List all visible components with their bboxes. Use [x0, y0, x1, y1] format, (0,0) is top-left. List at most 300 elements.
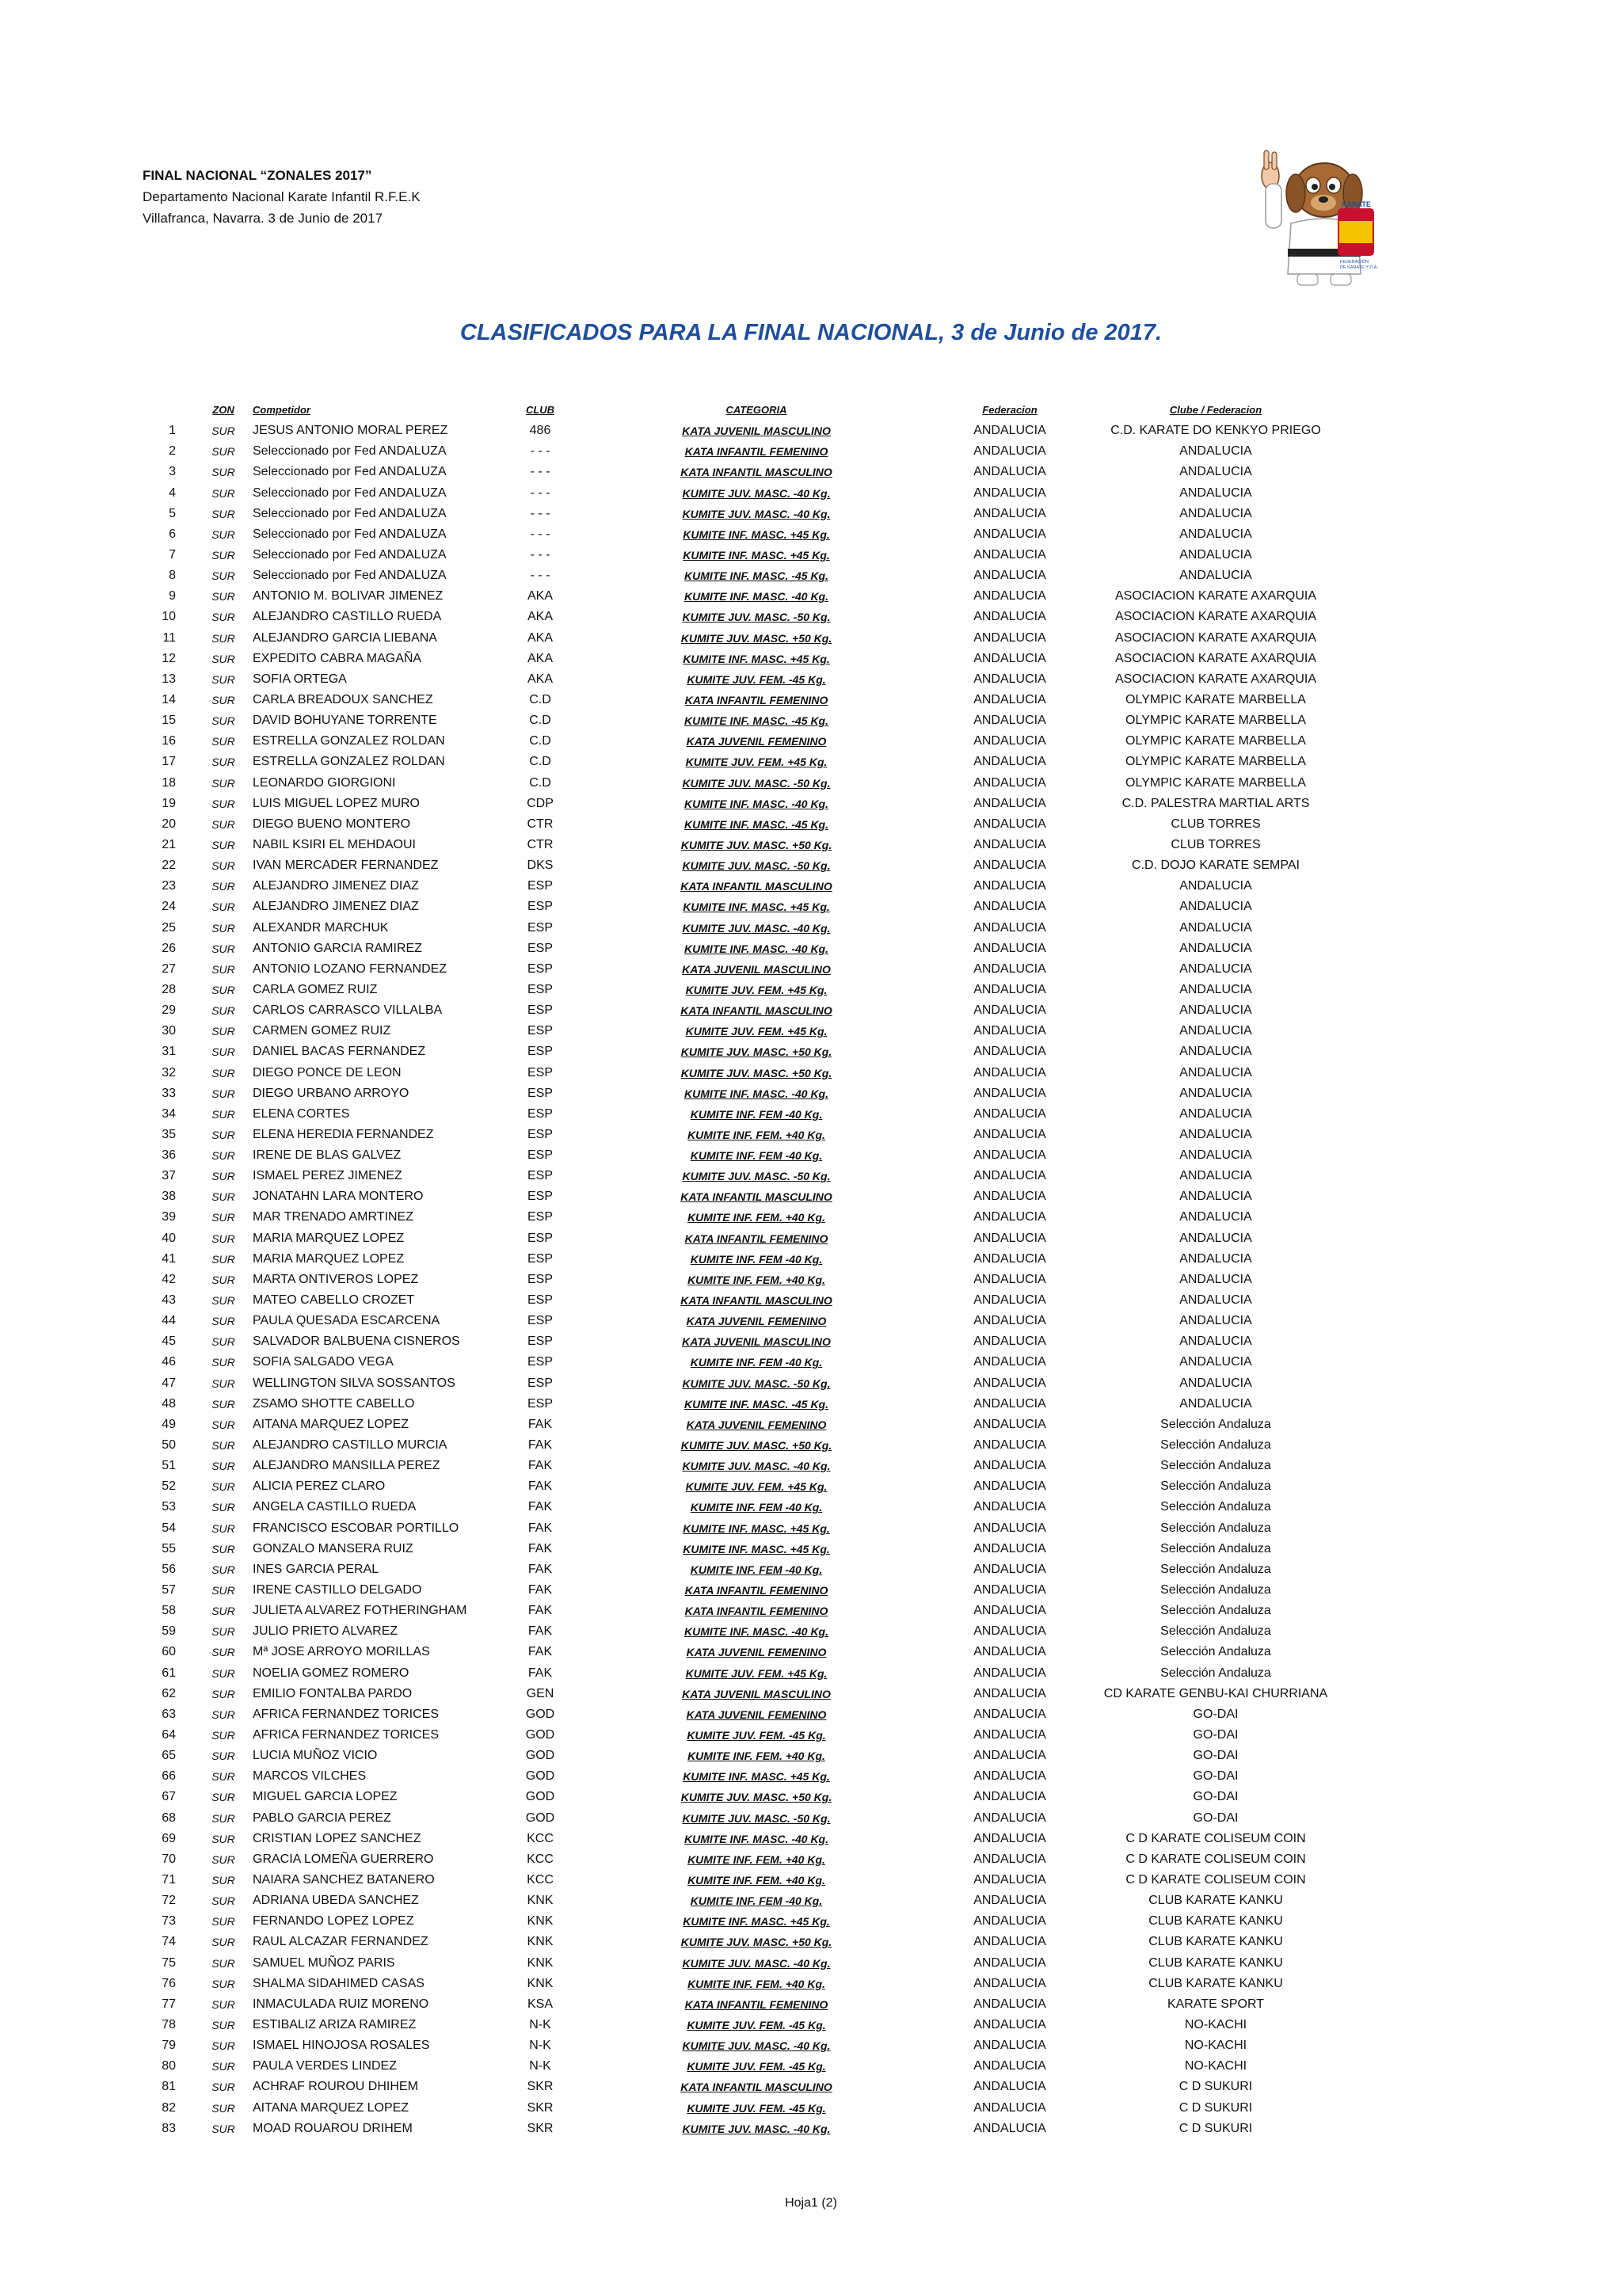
competitor-name: RAUL ALCAZAR FERNANDEZ — [253, 1935, 428, 1949]
club-federation: GO-DAI — [1193, 1811, 1239, 1825]
table-row — [143, 1559, 1362, 1580]
table-row — [143, 1870, 1362, 1890]
column-header-club: CLUB — [525, 404, 555, 416]
category: KUMITE INF. MASC. -45 Kg. — [683, 569, 828, 583]
table-row — [143, 876, 1362, 897]
club-federation: Selección Andaluza — [1160, 1500, 1271, 1514]
competitor-name: NAIARA SANCHEZ BATANERO — [253, 1872, 435, 1887]
table-row — [143, 1435, 1362, 1456]
club-code: CTR — [527, 837, 554, 851]
club-code: ESP — [527, 879, 553, 893]
table-row — [143, 1000, 1362, 1021]
zone: SUR — [211, 1190, 235, 1204]
federation: ANDALUCIA — [973, 1396, 1046, 1411]
competitor-name: Seleccionado por Fed ANDALUZA — [253, 465, 447, 479]
club-code: N-K — [529, 2017, 551, 2031]
row-number: 74 — [162, 1935, 176, 1949]
federation: ANDALUCIA — [973, 941, 1046, 955]
category: KATA JUVENIL FEMENINO — [686, 1418, 827, 1431]
club-federation: ANDALUCIA — [1179, 1293, 1252, 1308]
competitor-name: INES GARCIA PERAL — [253, 1562, 379, 1576]
club-federation: NO-KACHI — [1184, 2059, 1247, 2073]
federation: ANDALUCIA — [973, 755, 1046, 769]
table-row — [143, 1331, 1362, 1352]
table-row — [143, 1601, 1362, 1621]
zone: SUR — [211, 548, 235, 562]
table-row — [143, 2035, 1362, 2056]
table-row — [143, 628, 1362, 649]
table-row — [143, 1186, 1362, 1207]
category: KUMITE INF. FEM -40 Kg. — [690, 1356, 823, 1369]
zone: SUR — [211, 466, 235, 479]
row-number: 80 — [162, 2059, 176, 2073]
category: KUMITE INF. MASC. -45 Kg. — [683, 714, 828, 728]
zone: SUR — [211, 942, 235, 955]
club-code: KNK — [527, 1955, 554, 1970]
zone: SUR — [211, 1791, 235, 1804]
zone: SUR — [211, 1894, 235, 1908]
row-number: 46 — [162, 1355, 176, 1369]
table-row — [143, 1746, 1362, 1766]
club-code: - - - — [530, 547, 550, 562]
federation: ANDALUCIA — [973, 1293, 1046, 1308]
table-row — [143, 731, 1362, 752]
federation: ANDALUCIA — [973, 569, 1046, 583]
federation: ANDALUCIA — [973, 1190, 1046, 1204]
classified-table — [143, 400, 1362, 2139]
club-code: FAK — [527, 1604, 553, 1618]
club-code: GOD — [525, 1707, 555, 1721]
competitor-name: ANGELA CASTILLO RUEDA — [253, 1500, 417, 1514]
row-number: 36 — [162, 1148, 176, 1163]
zone: SUR — [211, 1335, 235, 1349]
competitor-name: Seleccionado por Fed ANDALUZA — [253, 547, 447, 562]
club-federation: ANDALUCIA — [1179, 982, 1252, 996]
club-code: ESP — [527, 1355, 553, 1369]
category: KUMITE JUV. MASC. -50 Kg. — [682, 776, 831, 790]
club-code: ESP — [527, 982, 553, 996]
federation: ANDALUCIA — [973, 1521, 1046, 1535]
federation: ANDALUCIA — [973, 1811, 1046, 1825]
federation: ANDALUCIA — [973, 2121, 1046, 2135]
club-code: ESP — [527, 1003, 553, 1018]
competitor-name: Seleccionado por Fed ANDALUZA — [253, 485, 447, 500]
club-federation: ANDALUCIA — [1179, 1003, 1252, 1018]
zone: SUR — [211, 2101, 235, 2115]
zone: SUR — [211, 1625, 235, 1639]
table-row — [143, 1145, 1362, 1166]
row-number: 47 — [162, 1376, 176, 1390]
category: KUMITE INF. FEM -40 Kg. — [690, 1501, 823, 1514]
competitor-name: ALEJANDRO JIMENEZ DIAZ — [253, 900, 419, 914]
club-code: ESP — [527, 920, 553, 935]
table-row — [143, 1497, 1362, 1517]
table-row — [143, 649, 1362, 669]
competitor-name: ANTONIO GARCIA RAMIREZ — [253, 941, 422, 955]
zone: SUR — [211, 1025, 235, 1038]
row-number: 32 — [162, 1065, 176, 1079]
table-row — [143, 1580, 1362, 1601]
row-number: 83 — [162, 2121, 176, 2135]
federation: ANDALUCIA — [973, 837, 1046, 851]
table-row — [143, 1621, 1362, 1642]
club-federation: ANDALUCIA — [1179, 465, 1252, 479]
club-code: - - - — [530, 444, 550, 459]
club-code: GOD — [525, 1749, 555, 1763]
federation: ANDALUCIA — [973, 1645, 1046, 1659]
category: KUMITE JUV. FEM. +45 Kg. — [685, 1025, 828, 1038]
federation: ANDALUCIA — [973, 714, 1046, 728]
category: KUMITE JUV. MASC. -50 Kg. — [682, 1376, 831, 1390]
club-code: CDP — [527, 796, 554, 810]
competitor-name: PABLO GARCIA PEREZ — [253, 1811, 391, 1825]
club-federation: GO-DAI — [1193, 1728, 1239, 1742]
competitor-name: IRENE DE BLAS GALVEZ — [253, 1148, 402, 1163]
category: KUMITE JUV. FEM. +45 Kg. — [685, 1666, 828, 1680]
competitor-name: ALEJANDRO CASTILLO RUEDA — [253, 610, 442, 624]
competitor-name: ESTRELLA GONZALEZ ROLDAN — [253, 755, 445, 769]
club-federation: ANDALUCIA — [1179, 1045, 1252, 1059]
club-code: FAK — [527, 1541, 553, 1555]
category: KUMITE JUV. MASC. -40 Kg. — [682, 1956, 831, 1970]
club-code: - - - — [530, 527, 550, 541]
table-row — [143, 2056, 1362, 2077]
competitor-name: Seleccionado por Fed ANDALUZA — [253, 506, 447, 520]
club-federation: ANDALUCIA — [1179, 1355, 1252, 1369]
row-number: 81 — [162, 2080, 176, 2094]
club-code: C.D — [529, 755, 551, 769]
row-number: 70 — [162, 1852, 176, 1866]
row-number: 53 — [162, 1500, 176, 1514]
zone: SUR — [211, 1439, 235, 1453]
table-row — [143, 1041, 1362, 1062]
federation: ANDALUCIA — [973, 1914, 1046, 1929]
table-row — [143, 1228, 1362, 1249]
category: KUMITE JUV. FEM. -45 Kg. — [687, 1729, 826, 1742]
zone: SUR — [211, 880, 235, 893]
table-row — [143, 1021, 1362, 1041]
category: KUMITE INF. FEM -40 Kg. — [690, 1149, 823, 1163]
club-federation: ANDALUCIA — [1179, 1065, 1252, 1079]
competitor-name: ALEJANDRO MANSILLA PEREZ — [253, 1459, 440, 1473]
zone: SUR — [211, 859, 235, 873]
table-row — [143, 1684, 1362, 1704]
zone: SUR — [211, 507, 235, 520]
column-header-federacion: Federacion — [982, 404, 1038, 416]
header-line-3: Villafranca, Navarra. 3 de Junio de 2017 — [143, 211, 383, 226]
club-federation: Selección Andaluza — [1160, 1541, 1271, 1555]
club-federation: ANDALUCIA — [1179, 1376, 1252, 1390]
club-federation: ANDALUCIA — [1179, 961, 1252, 976]
page-title: CLASIFICADOS PARA LA FINAL NACIONAL, 3 de Junio de 2017. — [459, 320, 1163, 345]
zone: SUR — [211, 983, 235, 996]
category: KUMITE INF. MASC. +45 Kg. — [683, 1542, 830, 1555]
club-federation: C D SUKURI — [1178, 2080, 1253, 2094]
competitor-name: NABIL KSIRI EL MEHDAOUI — [253, 837, 416, 851]
row-number: 48 — [162, 1396, 176, 1411]
federation: ANDALUCIA — [973, 1894, 1046, 1908]
federation: ANDALUCIA — [973, 1106, 1046, 1121]
category: KUMITE JUV. FEM. +45 Kg. — [685, 1480, 828, 1494]
category: KATA INFANTIL MASCULINO — [680, 2081, 832, 2094]
table-row — [143, 1539, 1362, 1559]
club-federation: Selección Andaluza — [1160, 1666, 1271, 1680]
competitor-name: ALICIA PEREZ CLARO — [253, 1479, 386, 1494]
club-federation: ANDALUCIA — [1179, 1251, 1252, 1266]
category: KUMITE JUV. FEM. -45 Kg. — [687, 2060, 826, 2073]
row-number: 63 — [162, 1707, 176, 1721]
category: KATA JUVENIL FEMENINO — [686, 735, 827, 748]
club-federation: ASOCIACION KARATE AXARQUIA — [1115, 672, 1316, 686]
club-federation: ANDALUCIA — [1179, 547, 1252, 562]
sheet-footer: Hoja1 (2) — [785, 2196, 837, 2210]
club-code: KCC — [527, 1852, 554, 1866]
competitor-name: CARLA BREADOUX SANCHEZ — [253, 692, 433, 706]
competitor-name: ZSAMO SHOTTE CABELLO — [253, 1396, 415, 1411]
club-federation: ASOCIACION KARATE AXARQUIA — [1115, 651, 1316, 665]
federation: ANDALUCIA — [973, 1003, 1046, 1018]
competitor-name: GRACIA LOMEÑA GUERRERO — [253, 1852, 434, 1866]
club-federation: GO-DAI — [1193, 1749, 1239, 1763]
row-number: 39 — [162, 1210, 176, 1224]
competitor-name: ELENA CORTES — [253, 1106, 350, 1121]
table-row — [143, 855, 1362, 876]
row-number: 34 — [162, 1106, 176, 1121]
competitor-name: MARIA MARQUEZ LOPEZ — [253, 1251, 405, 1266]
federation: ANDALUCIA — [973, 1769, 1046, 1784]
category: KUMITE JUV. FEM. -45 Kg. — [687, 2018, 826, 2031]
category: KUMITE INF. MASC. -40 Kg. — [683, 942, 828, 955]
federation: ANDALUCIA — [973, 672, 1046, 686]
row-number: 2 — [169, 444, 176, 459]
club-code: SKR — [527, 2080, 554, 2094]
club-federation: ANDALUCIA — [1179, 1148, 1252, 1163]
category: KATA INFANTIL MASCULINO — [680, 880, 832, 893]
category: KUMITE JUV. MASC. +50 Kg. — [680, 1066, 832, 1079]
table-row — [143, 897, 1362, 917]
table-row — [143, 1373, 1362, 1394]
competitor-name: AITANA MARQUEZ LOPEZ — [253, 1417, 409, 1431]
category: KUMITE JUV. MASC. +50 Kg. — [680, 1045, 832, 1059]
row-number: 19 — [162, 796, 176, 810]
competitor-name: NOELIA GOMEZ ROMERO — [253, 1666, 409, 1680]
row-number: 52 — [162, 1479, 176, 1494]
table-row — [143, 524, 1362, 545]
category: KUMITE JUV. MASC. -40 Kg. — [682, 486, 831, 500]
club-federation: ANDALUCIA — [1179, 444, 1252, 459]
row-number: 65 — [162, 1749, 176, 1763]
competitor-name: LEONARDO GIORGIONI — [253, 775, 396, 790]
competitor-name: DIEGO PONCE DE LEON — [253, 1065, 402, 1079]
club-federation: OLYMPIC KARATE MARBELLA — [1125, 714, 1306, 728]
club-code: C.D — [529, 714, 551, 728]
row-number: 69 — [162, 1831, 176, 1845]
club-code: KNK — [527, 1935, 554, 1949]
column-header-zon: ZON — [212, 404, 234, 416]
federation: ANDALUCIA — [973, 1500, 1046, 1514]
zone: SUR — [211, 962, 235, 976]
zone: SUR — [211, 611, 235, 624]
club-federation: ANDALUCIA — [1179, 1127, 1252, 1141]
zone: SUR — [211, 1666, 235, 1680]
row-number: 75 — [162, 1955, 176, 1970]
zone: SUR — [211, 2018, 235, 2031]
federation: ANDALUCIA — [973, 1955, 1046, 1970]
category: KUMITE INF. MASC. -45 Kg. — [683, 1397, 828, 1411]
table-row — [143, 1125, 1362, 1145]
club-federation: ANDALUCIA — [1179, 1396, 1252, 1411]
row-number: 12 — [162, 651, 176, 665]
competitor-name: CARMEN GOMEZ RUIZ — [253, 1024, 391, 1038]
club-code: KSA — [527, 1997, 553, 2011]
table-row — [143, 752, 1362, 772]
club-code: ESP — [527, 1024, 553, 1038]
table-row — [143, 1829, 1362, 1849]
table-row — [143, 545, 1362, 565]
competitor-name: WELLINGTON SILVA SOSSANTOS — [253, 1376, 455, 1390]
table-row — [143, 1642, 1362, 1662]
federation: ANDALUCIA — [973, 1707, 1046, 1721]
club-federation: ANDALUCIA — [1179, 941, 1252, 955]
competitor-name: ISMAEL PEREZ JIMENEZ — [253, 1169, 402, 1183]
table-row — [143, 1911, 1362, 1932]
row-number: 7 — [169, 547, 176, 562]
federation: ANDALUCIA — [973, 651, 1046, 665]
category: KUMITE INF. MASC. +45 Kg. — [683, 652, 830, 665]
competitor-name: SHALMA SIDAHIMED CASAS — [253, 1976, 425, 1990]
competitor-name: DAVID BOHUYANE TORRENTE — [253, 714, 437, 728]
competitor-name: AFRICA FERNANDEZ TORICES — [253, 1728, 439, 1742]
row-number: 8 — [169, 569, 176, 583]
category: KUMITE INF. MASC. -40 Kg. — [683, 797, 828, 810]
category: KATA INFANTIL FEMENINO — [684, 1584, 828, 1597]
zone: SUR — [211, 797, 235, 810]
category: KUMITE JUV. MASC. +50 Kg. — [680, 838, 832, 851]
zone: SUR — [211, 1356, 235, 1369]
row-number: 20 — [162, 817, 176, 831]
category: KATA INFANTIL FEMENINO — [684, 1605, 828, 1618]
club-code: KCC — [527, 1831, 554, 1845]
category: KUMITE JUV. MASC. -50 Kg. — [682, 611, 831, 624]
category: KUMITE JUV. MASC. -40 Kg. — [682, 2039, 831, 2053]
club-code: ESP — [527, 961, 553, 976]
federation: ANDALUCIA — [973, 1127, 1046, 1141]
table-row — [143, 1994, 1362, 2015]
row-number: 45 — [162, 1335, 176, 1349]
federation: ANDALUCIA — [973, 1997, 1046, 2011]
club-federation: NO-KACHI — [1184, 2039, 1247, 2053]
club-code: FAK — [527, 1438, 553, 1453]
federation: ANDALUCIA — [973, 734, 1046, 748]
club-federation: ANDALUCIA — [1179, 1106, 1252, 1121]
column-header-categoria: CATEGORIA — [725, 404, 787, 416]
zone: SUR — [211, 1211, 235, 1224]
club-federation: ASOCIACION KARATE AXARQUIA — [1115, 610, 1316, 624]
row-number: 9 — [169, 589, 176, 604]
club-code: ESP — [527, 1045, 553, 1059]
club-code: KNK — [527, 1976, 554, 1990]
category: KUMITE INF. MASC. +45 Kg. — [683, 1770, 830, 1784]
federation: ANDALUCIA — [973, 1065, 1046, 1079]
competitor-name: MATEO CABELLO CROZET — [253, 1293, 415, 1308]
category: KUMITE JUV. MASC. -50 Kg. — [682, 1170, 831, 1183]
category: KUMITE INF. MASC. +45 Kg. — [683, 548, 830, 562]
club-federation: C D KARATE COLISEUM COIN — [1125, 1831, 1306, 1845]
club-code: ESP — [527, 1231, 553, 1245]
row-number: 59 — [162, 1624, 176, 1639]
table-row — [143, 1290, 1362, 1311]
club-code: FAK — [527, 1624, 553, 1639]
club-code: FAK — [527, 1645, 553, 1659]
category: KATA JUVENIL FEMENINO — [686, 1708, 827, 1721]
row-number: 29 — [162, 1003, 176, 1018]
competitor-name: MARIA MARQUEZ LOPEZ — [253, 1231, 405, 1245]
federation: ANDALUCIA — [973, 1335, 1046, 1349]
category: KUMITE INF. FEM. +40 Kg. — [687, 1211, 825, 1224]
table-row — [143, 2119, 1362, 2139]
category: KUMITE JUV. FEM. +45 Kg. — [685, 983, 828, 996]
club-federation: CLUB TORRES — [1171, 817, 1261, 831]
row-number: 30 — [162, 1024, 176, 1038]
row-number: 57 — [162, 1583, 176, 1597]
club-federation: C.D. KARATE DO KENKYO PRIEGO — [1110, 424, 1321, 438]
club-federation: ANDALUCIA — [1179, 1314, 1252, 1328]
table-row — [143, 835, 1362, 855]
row-number: 5 — [169, 506, 176, 520]
row-number: 60 — [162, 1645, 176, 1659]
table-row — [143, 586, 1362, 607]
club-code: FAK — [527, 1562, 553, 1576]
club-federation: CLUB KARATE KANKU — [1148, 1955, 1283, 1970]
competitor-name: GONZALO MANSERA RUIZ — [253, 1541, 413, 1555]
federation: ANDALUCIA — [973, 692, 1046, 706]
club-federation: ANDALUCIA — [1179, 1231, 1252, 1245]
category: KUMITE JUV. FEM. -45 Kg. — [687, 2101, 826, 2115]
row-number: 67 — [162, 1790, 176, 1804]
category: KUMITE INF. FEM. +40 Kg. — [687, 1977, 825, 1990]
competitor-name: DIEGO BUENO MONTERO — [253, 817, 411, 831]
club-code: GOD — [525, 1790, 555, 1804]
zone: SUR — [211, 1873, 235, 1887]
federation: ANDALUCIA — [973, 2039, 1046, 2053]
table-row — [143, 669, 1362, 690]
federation: ANDALUCIA — [973, 1935, 1046, 1949]
competitor-name: CARLA GOMEZ RUIZ — [253, 982, 378, 996]
club-federation: ANDALUCIA — [1179, 569, 1252, 583]
club-federation: CLUB KARATE KANKU — [1148, 1976, 1283, 1990]
competitor-name: AITANA MARQUEZ LOPEZ — [253, 2100, 409, 2115]
competitor-name: ALEXANDR MARCHUK — [253, 920, 389, 935]
club-code: ESP — [527, 1314, 553, 1328]
club-code: GEN — [526, 1686, 554, 1700]
row-number: 17 — [162, 755, 176, 769]
row-number: 4 — [169, 485, 176, 500]
table-row — [143, 483, 1362, 504]
table-row — [143, 1249, 1362, 1270]
club-code: ESP — [527, 1293, 553, 1308]
zone: SUR — [211, 2081, 235, 2094]
zone: SUR — [211, 838, 235, 851]
federation: ANDALUCIA — [973, 424, 1046, 438]
category: KUMITE INF. FEM -40 Kg. — [690, 1563, 823, 1576]
zone: SUR — [211, 1832, 235, 1845]
zone: SUR — [211, 1460, 235, 1473]
zone: SUR — [211, 1687, 235, 1700]
club-federation: Selección Andaluza — [1160, 1479, 1271, 1494]
club-code: AKA — [527, 630, 553, 645]
zone: SUR — [211, 1066, 235, 1079]
club-federation: CLUB KARATE KANKU — [1148, 1894, 1283, 1908]
